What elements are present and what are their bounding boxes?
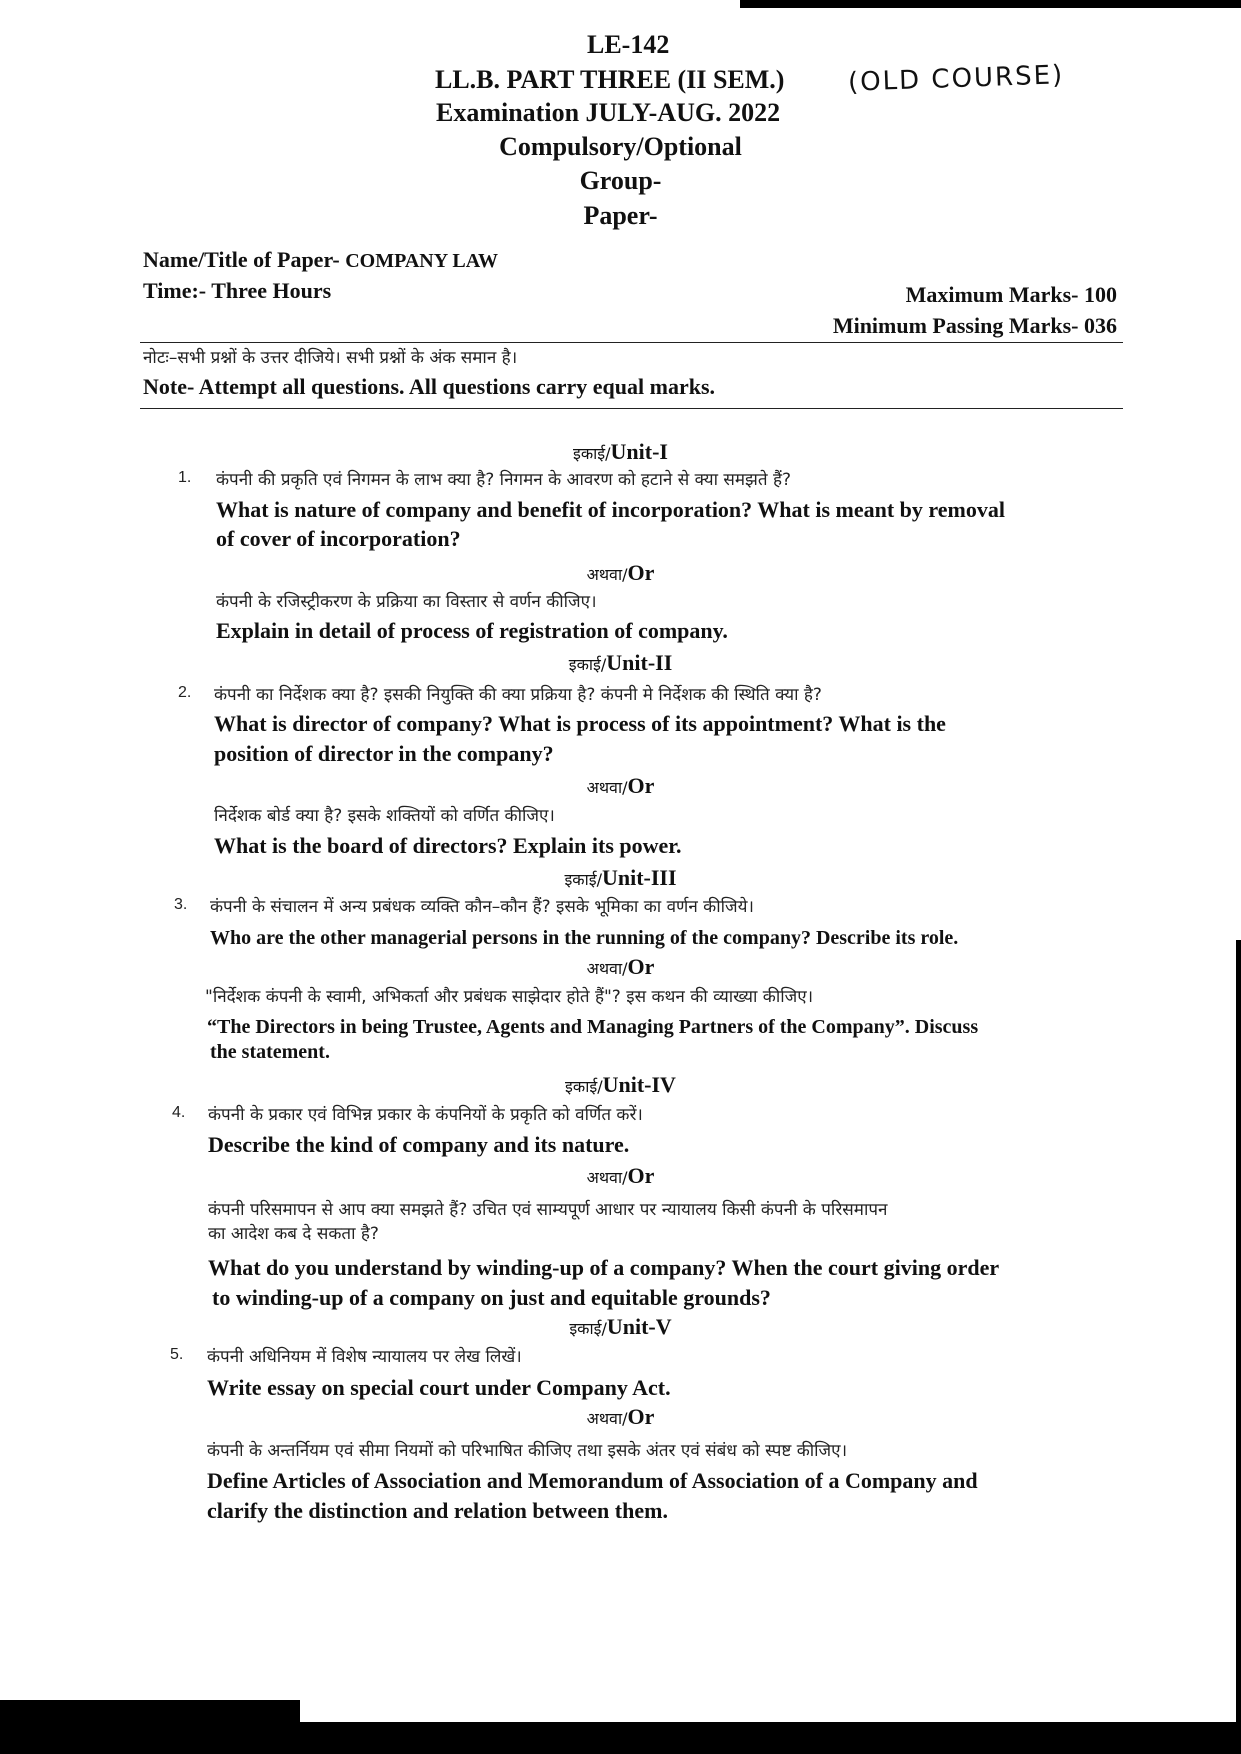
question-english: What is the board of directors? Explain its power. [214, 833, 682, 858]
group-label: Group- [579, 166, 662, 195]
question-hindi: कंपनी की प्रकृति एवं निगमन के लाभ क्या है? निगमन के आवरण को हटाने से क्या समझते हैं? [216, 470, 792, 490]
scan-edge-right [1236, 940, 1241, 1754]
paper-name-label: Name/Title of Paper- [143, 247, 340, 272]
paper-name-value: COMPANY LAW [345, 250, 498, 272]
question-english: Write essay on special court under Company Act. [207, 1375, 671, 1400]
max-marks: Maximum Marks- 100 [905, 282, 1117, 307]
unit-heading: इकाई/Unit-II [568, 650, 673, 675]
question-number: 3. [174, 896, 188, 913]
question-hindi: का आदेश कब दे सकता है? [208, 1224, 379, 1244]
paper-label: Paper- [583, 201, 658, 230]
unit-heading: इकाई/Unit-III [564, 865, 677, 890]
question-english: position of director in the company? [214, 741, 554, 766]
question-hindi: कंपनी के प्रकार एवं विभिन्न प्रकार के कंपनियों के प्रकृति को वर्णित करें। [208, 1105, 643, 1125]
note-english: Note- Attempt all questions. All questions carry equal marks. [143, 374, 715, 399]
question-hindi: कंपनी के रजिस्ट्रीकरण के प्रक्रिया का विस्तार से वर्णन कीजिए। [216, 592, 597, 612]
question-english: Explain in detail of process of registration of company. [216, 618, 728, 643]
time-allowed: Time:- Three Hours [143, 278, 332, 303]
or-separator: अथवा/Or [586, 954, 655, 979]
course-title: LL.B. PART THREE (II SEM.) [435, 65, 785, 94]
divider-bottom [140, 408, 1123, 409]
question-hindi: कंपनी के संचालन में अन्य प्रबंधक व्यक्ति कौन–कौन हैं? इसके भूमिका का वर्णन कीजिये। [210, 897, 754, 917]
question-english: Define Articles of Association and Memorandum of Association of a Company and [207, 1468, 978, 1493]
question-english: the statement. [210, 1041, 330, 1063]
or-separator: अथवा/Or [586, 1163, 655, 1188]
min-marks: Minimum Passing Marks- 036 [832, 313, 1117, 338]
question-english: Who are the other managerial persons in the running of the company? Describe its role. [210, 927, 959, 949]
scan-edge-top [740, 0, 1241, 8]
question-number: 2. [178, 684, 192, 701]
question-english: of cover of incorporation? [216, 526, 461, 551]
question-number: 5. [170, 1346, 184, 1363]
question-english: What is nature of company and benefit of incorporation? What is meant by removal [216, 497, 1005, 522]
question-english: Describe the kind of company and its nature. [208, 1132, 630, 1157]
question-hindi: कंपनी का निर्देशक क्या है? इसकी नियुक्ति की क्या प्रक्रिया है? कंपनी मे निर्देशक की स्थिति क्या है? [214, 685, 822, 705]
question-english: to winding-up of a company on just and equitable grounds? [212, 1285, 771, 1310]
question-number: 1. [178, 469, 192, 486]
note-hindi: नोटः–सभी प्रश्नों के उत्तर दीजिये। सभी प्रश्नों के अंक समान है। [143, 348, 518, 368]
exam-title: Examination JULY-AUG. 2022 [436, 98, 781, 127]
question-hindi: कंपनी अधिनियम में विशेष न्यायालय पर लेख लिखें। [207, 1347, 522, 1367]
question-english: What is director of company? What is process of its appointment? What is the [214, 711, 946, 736]
or-separator: अथवा/Or [586, 773, 655, 798]
question-hindi: कंपनी परिसमापन से आप क्या समझते हैं? उचित एवं साम्यपूर्ण आधार पर न्यायालय किसी कंपनी के परिसमापन [208, 1200, 888, 1220]
or-separator: अथवा/Or [586, 1404, 655, 1429]
question-hindi: "निर्देशक कंपनी के स्वामी, अभिकर्ता और प्रबंधक साझेदार होते हैं"? इस कथन की व्याख्या कीजिए। [205, 987, 814, 1007]
paper-type: Compulsory/Optional [499, 132, 742, 161]
handwritten-note: (OLD COURSE) [847, 60, 1065, 98]
scan-edge-bottom [0, 1722, 1241, 1754]
question-english: “The Directors in being Trustee, Agents and Managing Partners of the Company”. Discuss [207, 1016, 979, 1038]
question-english: What do you understand by winding-up of a company? When the court giving order [208, 1255, 1000, 1280]
paper-name [143, 247, 498, 273]
unit-heading: इकाई/Unit-V [569, 1314, 672, 1339]
paper-code: LE-142 [587, 30, 670, 59]
or-separator: अथवा/Or [586, 560, 655, 585]
question-number: 4. [172, 1104, 186, 1121]
unit-heading: इकाई/Unit-I [573, 439, 668, 464]
question-hindi: कंपनी के अन्तर्नियम एवं सीमा नियमों को परिभाषित कीजिए तथा इसके अंतर एवं संबंध को स्पष्ट कीजिए। [207, 1441, 848, 1461]
question-english: clarify the distinction and relation between them. [207, 1498, 668, 1523]
question-hindi: निर्देशक बोर्ड क्या है? इसके शक्तियों को वर्णित कीजिए। [214, 806, 555, 826]
divider-top [140, 342, 1123, 343]
unit-heading: इकाई/Unit-IV [565, 1072, 676, 1097]
